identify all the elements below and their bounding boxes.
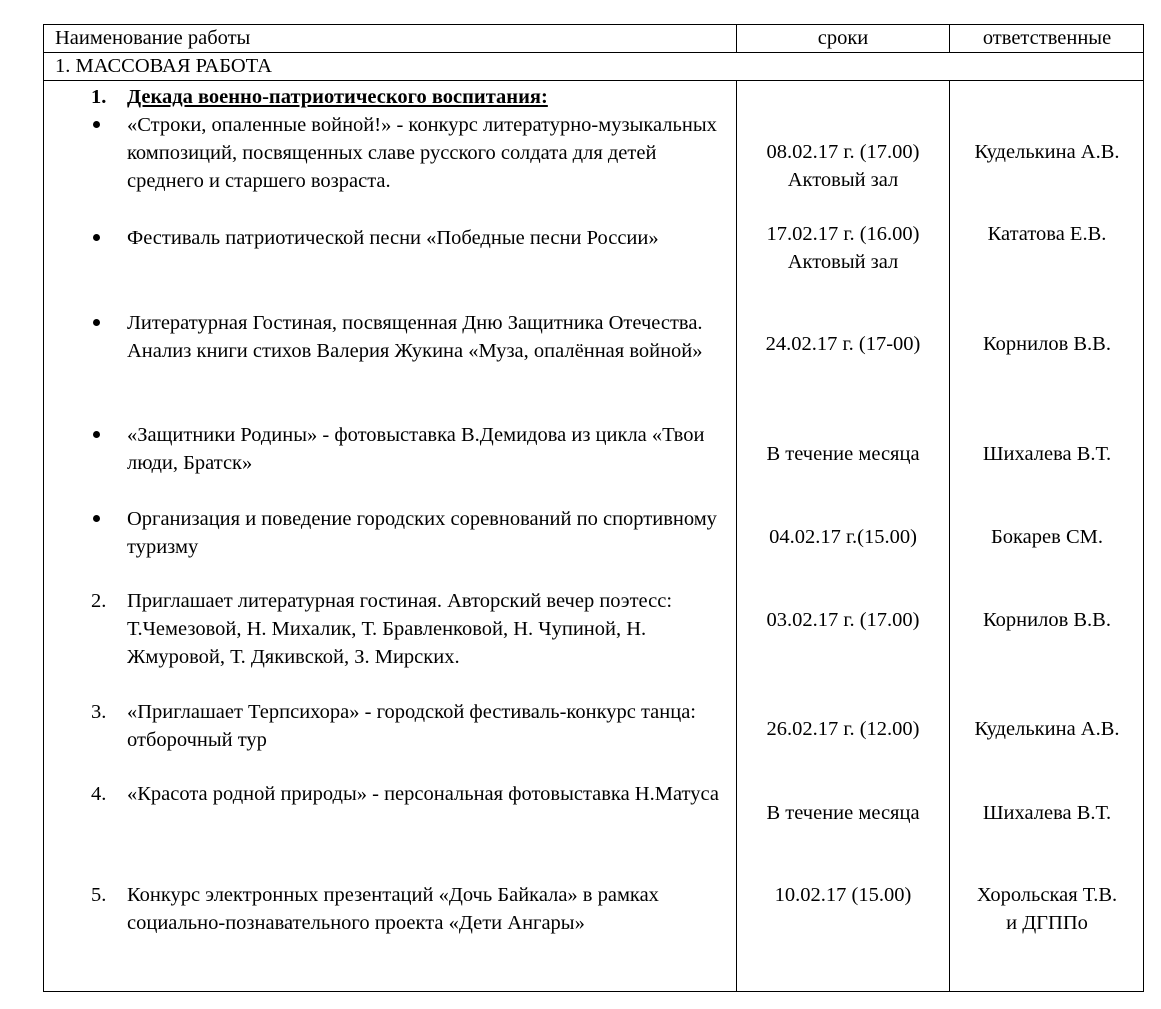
event-name: «Красота родной природы» - персональная фотовыставка Н.Матуса [127,783,719,805]
event-name: Фестиваль патриотической песни «Победные песни России» [127,227,659,249]
event-responsible: Кататова Е.В. [987,223,1107,245]
item-number: 2. [91,590,107,612]
event-responsible: Шихалева В.Т. [982,802,1112,824]
event-responsible-line1: Хорольская Т.В. [976,884,1118,906]
bullet-marker [93,121,100,128]
event-name: Конкурс электронных презентаций «Дочь Байкала» в рамках социально-познавательного проекта «Дети Ангары» [127,884,659,934]
bullet-marker [93,319,100,326]
header-col-responsible: ответственные [982,27,1112,49]
event-date: 24.02.17 г. (17-00) [765,333,921,355]
event-date: 17.02.17 г. (16.00) [766,223,920,245]
event-place: Актовый зал [787,251,899,273]
event-date: В течение месяца [766,443,920,465]
event-name: «Приглашает Терпсихора» - городской фестиваль-конкурс танца: отборочный тур [127,701,697,751]
section-title: 1. МАССОВАЯ РАБОТА [55,55,272,77]
event-name: Организация и поведение городских соревнований по спортивному туризму [127,508,717,558]
item-number: 3. [91,701,107,723]
header-col-dates: сроки [817,27,869,49]
item-number: 4. [91,783,107,805]
bullet-marker [93,431,100,438]
event-date: 04.02.17 г.(15.00) [769,526,917,548]
event-place: Актовый зал [787,169,899,191]
event-responsible: Корнилов В.В. [983,333,1111,355]
section-bottom-border [43,80,1144,81]
event-name: Литературная Гостиная, посвященная Дню Защитника Отечества. Анализ книги стихов Валерия Жукина «Муза, опалённая войной» [127,312,703,362]
event-responsible: Бокарев СМ. [991,526,1103,548]
event-name: «Строки, опаленные войной!» - конкурс литературно-музыкальных композиций, посвященных славе русского солдата для детей среднего и старшего возраста. [127,114,717,192]
decade-title: Декада военно-патриотического воспитания: [127,86,548,108]
decade-number: 1. [91,86,107,108]
event-responsible: Корнилов В.В. [983,609,1111,631]
event-date: 08.02.17 г. (17.00) [766,141,920,163]
event-name: «Защитники Родины» - фотовыставка В.Демидова из цикла «Твои люди, Братск» [127,424,705,474]
event-name: Приглашает литературная гостиная. Авторский вечер поэтесс: Т.Чемезовой, Н. Михалик, Т. Бравленковой, Н. Чупиной, Н. Жмуровой, Т. Дякивской, З. Мирских. [127,590,673,668]
header-col-name: Наименование работы [55,27,251,49]
event-responsible: Шихалева В.Т. [982,443,1112,465]
event-date: 26.02.17 г. (12.00) [766,718,920,740]
event-responsible-line2: и ДГППо [1006,912,1088,934]
item-number: 5. [91,884,107,906]
bullet-marker [93,515,100,522]
event-responsible: Куделькина А.В. [974,718,1120,740]
event-date: В течение месяца [766,802,920,824]
event-date: 03.02.17 г. (17.00) [766,609,920,631]
event-responsible: Куделькина А.В. [974,141,1120,163]
event-date: 10.02.17 (15.00) [774,884,912,906]
bullet-marker [93,234,100,241]
